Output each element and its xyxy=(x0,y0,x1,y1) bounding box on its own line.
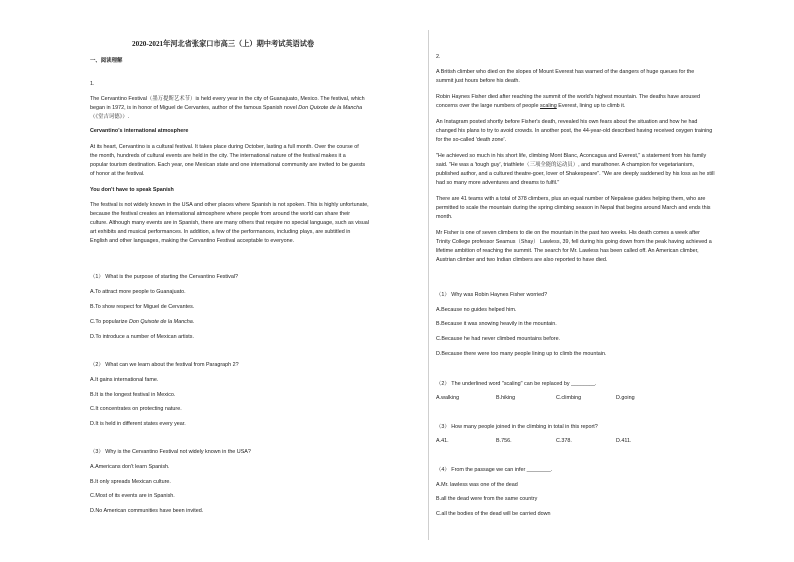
passage-line: Mr Fisher is one of seven climbers to die on the mountain in the past two weeks. His death comes a week after xyxy=(436,230,700,236)
passage-line: The festival is not widely known in the USA and other places where Spanish is not spoken. This is highly unfortunate, xyxy=(90,202,369,208)
passage-line: concerns over the large numbers of people scaling Everest, lining up to climb it. xyxy=(436,103,626,109)
question-stem: （4） From the passage we can infer ________. xyxy=(436,467,553,473)
question-stem: （2） What can we learn about the festival from Paragraph 2? xyxy=(90,362,239,368)
passage-line: Robin Haynes Fisher died after reaching the summit of the world's highest mountain. The deaths have aroused xyxy=(436,94,701,100)
passage-line: lifetime ambition of reaching the summit. The search for Mr. Lawless has been called off. An American climber, xyxy=(436,248,699,254)
passage-line: permitted to scale the mountain during the spring climbing season in Nepal that begins around March and ends this xyxy=(436,205,711,211)
passage-line: month. xyxy=(436,214,453,220)
question-number: 2. xyxy=(436,54,441,60)
answer-option: A.Mr. lawless was one of the dead xyxy=(436,482,518,488)
passage-line: "He achieved so much in his short life, climbing Mont Blanc, Aconcagua and Everest," a statement from his family xyxy=(436,153,707,159)
passage-line: summit just hours before his death. xyxy=(436,78,520,84)
answer-option: B.756. xyxy=(496,438,512,444)
answer-option: B.It is the longest festival in Mexico. xyxy=(90,392,176,398)
passage-line: A British climber who died on the slopes of Mount Everest has warned of the dangers of huge queues for the xyxy=(436,69,695,75)
answer-option: A.41. xyxy=(436,438,449,444)
question-stem: （2） The underlined word "scaling" can be replaced by ________. xyxy=(436,381,597,387)
answer-option: A.walking xyxy=(436,395,460,401)
passage-line: changed his plans to try to avoid crowds. In another post, the 44-year-old described having received oxygen training xyxy=(436,128,713,134)
passage-line: English and other languages, making the Cervantino Festival acceptable to everyone. xyxy=(90,238,295,244)
passage-line: had so many more adventures and dreams to fulfil." xyxy=(436,180,560,186)
passage-line: for the so-called 'death zone'. xyxy=(436,137,507,143)
answer-option: C.climbing xyxy=(556,395,582,401)
answer-option: B.Because it was snowing heavily in the mountain. xyxy=(436,321,557,327)
answer-option: C.It concentrates on protecting nature. xyxy=(90,406,182,412)
answer-option: D.No American communities have been invited. xyxy=(90,508,204,514)
passage-line: culture. Although many events are in Spanish, there are many others that require no special language, such as visual xyxy=(90,220,369,226)
passage-line: the month, hundreds of cultural events are held in the city. The international nature of the festival makes it a xyxy=(90,153,346,159)
answer-option: A.Because no guides helped him. xyxy=(436,307,517,313)
answer-option: C.To popularize Don Quixote de la Mancha. xyxy=(90,319,195,325)
subheading: You don't have to speak Spanish xyxy=(90,187,174,193)
answer-option: D.going xyxy=(616,395,635,401)
exam-title: 2020-2021年河北省张家口市高三（上）期中考试英语试卷 xyxy=(132,40,315,48)
question-stem: （3） How many people joined in the climbing in total in this report? xyxy=(436,424,598,430)
question-stem: （1） What is the purpose of starting the Cervantino Festival? xyxy=(90,274,239,280)
passage-line: An Instagram posted shortly before Fisher's death, revealed his own fears about the situation and how he had xyxy=(436,119,698,125)
subheading: Cervantino’s international atmosphere xyxy=(90,128,189,134)
answer-option: A.To attract more people to Guanajuato. xyxy=(90,289,186,295)
passage-line: said. "He was a 'tough guy', triathlete（三项全能的运动员）, and marathoner. A champion for vegetarianism, xyxy=(436,162,695,168)
answer-option: D.To introduce a number of Mexican artists. xyxy=(90,334,194,340)
passage-line: The Cervantino Festival（墨万提斯艺术节）is held every year in the city of Guanajuato, Mexico. The festival, which xyxy=(90,96,365,102)
passage-line: （《堂吉诃德》）. xyxy=(90,114,130,120)
question-stem: （1） Why was Robin Haynes Fisher worried? xyxy=(436,292,548,298)
passage-line: popular tourism destination. Each year, one Mexican state and one international community are invited to be guests xyxy=(90,162,366,168)
answer-option: B.It only spreads Mexican culture. xyxy=(90,479,171,485)
answer-option: D.Because there were too many people lining up to climb the mountain. xyxy=(436,351,607,357)
answer-option: D.411. xyxy=(616,438,632,444)
passage-line: At its heart, Cervantino is a cultural festival. It takes place during October, lasting a full month. Over the course of xyxy=(90,144,359,150)
answer-option: B.To show respect for Miguel de Cervantes. xyxy=(90,304,195,310)
question-stem: （3） Why is the Cervantino Festival not widely known in the USA? xyxy=(90,449,251,455)
passage-line: published author, and a cultured theatre-goer, lover of Shakespeare". "We are deeply saddened by his loss as he still xyxy=(436,171,715,177)
answer-option: B.all the dead were from the same country xyxy=(436,496,538,502)
passage-line: Trinity College professor Seamus（Shay） Lawless, 39, fell during his going down from the peak having achieved a xyxy=(436,239,712,245)
passage-line: of honor at the festival. xyxy=(90,171,145,177)
passage-line: art exhibits and musical performances. In addition, a few of the performances, including plays, are subtitled in xyxy=(90,229,351,235)
passage-line: Austrian climber and two Indian climbers are also reported to have died. xyxy=(436,257,608,263)
answer-option: C.Because he had never climbed mountains before. xyxy=(436,336,561,342)
answer-option: C.Most of its events are in Spanish. xyxy=(90,493,175,499)
section-heading: 一、阅读理解 xyxy=(90,58,123,64)
answer-option: C.378. xyxy=(556,438,572,444)
underlined-word: scaling xyxy=(539,103,557,109)
answer-option: A.It gains international fame. xyxy=(90,377,159,383)
passage-line: There are 41 teams with a total of 378 climbers, plus an equal number of Nepalese guides helping them, who are xyxy=(436,196,706,202)
passage-line: began in 1972, is in honor of Miguel de Cervantes, author of the famous Spanish novel Don Quixote de la Mancha xyxy=(90,105,363,111)
answer-option: C.all the bodies of the dead will be carried down xyxy=(436,511,551,517)
passage-line: because the festival creates an international atmosphere where people from around the world can share their xyxy=(90,211,351,217)
question-number: 1. xyxy=(90,81,95,87)
answer-option: A.Americans don't learn Spanish. xyxy=(90,464,170,470)
answer-option: D.It is held in different states every year. xyxy=(90,421,186,427)
answer-option: B.hiking xyxy=(496,395,516,401)
column-divider xyxy=(428,30,429,540)
